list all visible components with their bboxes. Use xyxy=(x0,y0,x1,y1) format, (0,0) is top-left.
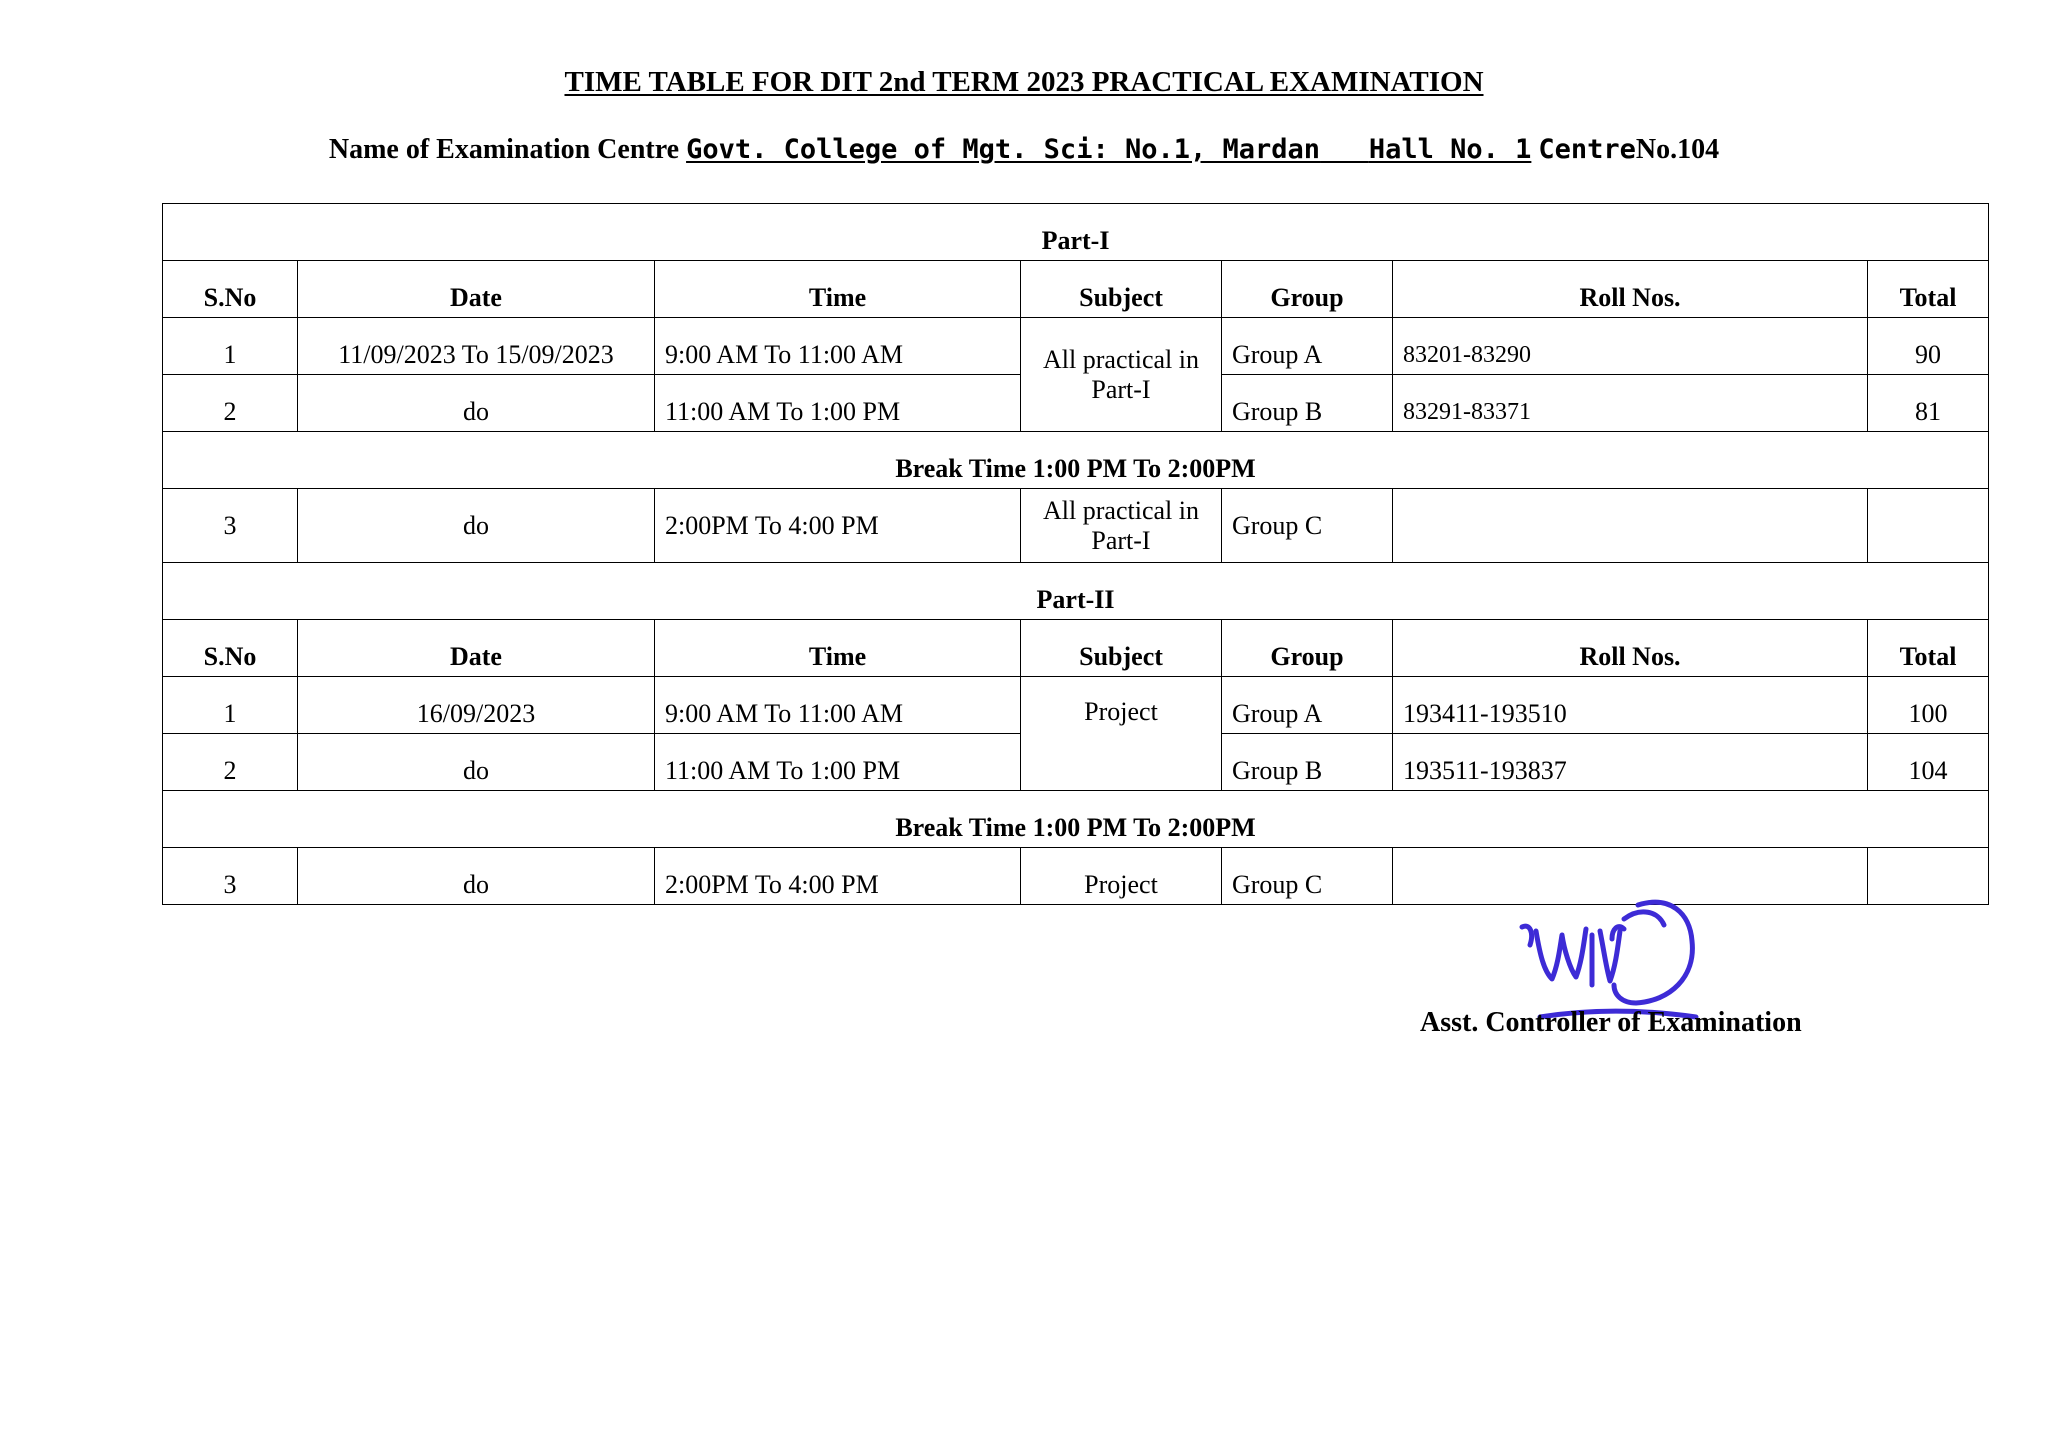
break-time: Break Time 1:00 PM To 2:00PM xyxy=(163,791,1989,848)
signature-graphic xyxy=(1500,885,1710,1025)
header-date: Date xyxy=(298,261,655,318)
cell-total xyxy=(1868,489,1989,563)
cell-time: 2:00PM To 4:00 PM xyxy=(655,489,1021,563)
cell-time: 2:00PM To 4:00 PM xyxy=(655,848,1021,905)
hall-number: Hall No. 1 xyxy=(1368,134,1532,165)
part-2-header-row xyxy=(163,620,1989,677)
header-time: Time xyxy=(655,620,1021,677)
cell-total xyxy=(1868,848,1989,905)
cell-group: Group A xyxy=(1222,677,1393,734)
schedule-table xyxy=(162,203,1989,905)
cell-total: 90 xyxy=(1868,318,1989,375)
table-row xyxy=(163,489,1989,563)
cell-total: 104 xyxy=(1868,734,1989,791)
header-subject: Subject xyxy=(1021,620,1222,677)
part-1-title-row xyxy=(163,204,1989,261)
header-sno: S.No xyxy=(163,620,298,677)
break-row xyxy=(163,791,1989,848)
header-subject: Subject xyxy=(1021,261,1222,318)
cell-sno: 2 xyxy=(163,375,298,432)
cell-sno: 3 xyxy=(163,848,298,905)
header-roll: Roll Nos. xyxy=(1393,620,1868,677)
part-2-title: Part-II xyxy=(163,563,1989,620)
header-total: Total xyxy=(1868,261,1989,318)
part-1-header-row xyxy=(163,261,1989,318)
header-total: Total xyxy=(1868,620,1989,677)
table-row xyxy=(163,677,1989,734)
cell-date: 16/09/2023 xyxy=(298,677,655,734)
cell-time: 9:00 AM To 11:00 AM xyxy=(655,318,1021,375)
cell-group: Group B xyxy=(1222,734,1393,791)
cell-roll: 193411-193510 xyxy=(1393,677,1868,734)
cell-subject: All practical in Part-I xyxy=(1021,489,1222,563)
signatory-caption: Asst. Controller of Examination xyxy=(1420,1007,1802,1038)
centre-name-hall xyxy=(686,134,1531,165)
cell-group: Group A xyxy=(1222,318,1393,375)
centre-line xyxy=(0,134,2048,166)
part-2-title-row xyxy=(163,563,1989,620)
header-group: Group xyxy=(1222,620,1393,677)
cell-date: do xyxy=(298,489,655,563)
cell-group: Group B xyxy=(1222,375,1393,432)
break-row xyxy=(163,432,1989,489)
cell-total: 81 xyxy=(1868,375,1989,432)
cell-time: 11:00 AM To 1:00 PM xyxy=(655,734,1021,791)
centre-label: Name of Examination Centre xyxy=(328,134,680,165)
cell-sno: 1 xyxy=(163,318,298,375)
cell-sno: 2 xyxy=(163,734,298,791)
centre-word: Centre xyxy=(1538,134,1636,165)
header-roll: Roll Nos. xyxy=(1393,261,1868,318)
cell-subject: Project xyxy=(1021,677,1222,791)
document-title: TIME TABLE FOR DIT 2nd TERM 2023 PRACTICAL EXAMINATION xyxy=(564,66,1484,98)
cell-time: 11:00 AM To 1:00 PM xyxy=(655,375,1021,432)
cell-group: Group C xyxy=(1222,489,1393,563)
table-row xyxy=(163,318,1989,375)
handwritten-signature xyxy=(1500,885,1710,1025)
part-1-title: Part-I xyxy=(163,204,1989,261)
cell-subject: All practical in Part-I xyxy=(1021,318,1222,432)
cell-group: Group C xyxy=(1222,848,1393,905)
header-sno: S.No xyxy=(163,261,298,318)
cell-time: 9:00 AM To 11:00 AM xyxy=(655,677,1021,734)
header-date: Date xyxy=(298,620,655,677)
table-row xyxy=(163,848,1989,905)
cell-date: 11/09/2023 To 15/09/2023 xyxy=(298,318,655,375)
cell-date: do xyxy=(298,375,655,432)
break-time: Break Time 1:00 PM To 2:00PM xyxy=(163,432,1989,489)
cell-subject: Project xyxy=(1021,848,1222,905)
cell-roll: 193511-193837 xyxy=(1393,734,1868,791)
cell-roll xyxy=(1393,489,1868,563)
cell-roll: 83201-83290 xyxy=(1393,318,1868,375)
cell-roll: 83291-83371 xyxy=(1393,375,1868,432)
cell-sno: 1 xyxy=(163,677,298,734)
cell-date: do xyxy=(298,848,655,905)
cell-sno: 3 xyxy=(163,489,298,563)
centre-name: Govt. College of Mgt. Sci: No.1, Mardan xyxy=(686,134,1321,165)
header-group: Group xyxy=(1222,261,1393,318)
centre-number: No.104 xyxy=(1635,134,1720,165)
header-time: Time xyxy=(655,261,1021,318)
cell-total: 100 xyxy=(1868,677,1989,734)
cell-date: do xyxy=(298,734,655,791)
